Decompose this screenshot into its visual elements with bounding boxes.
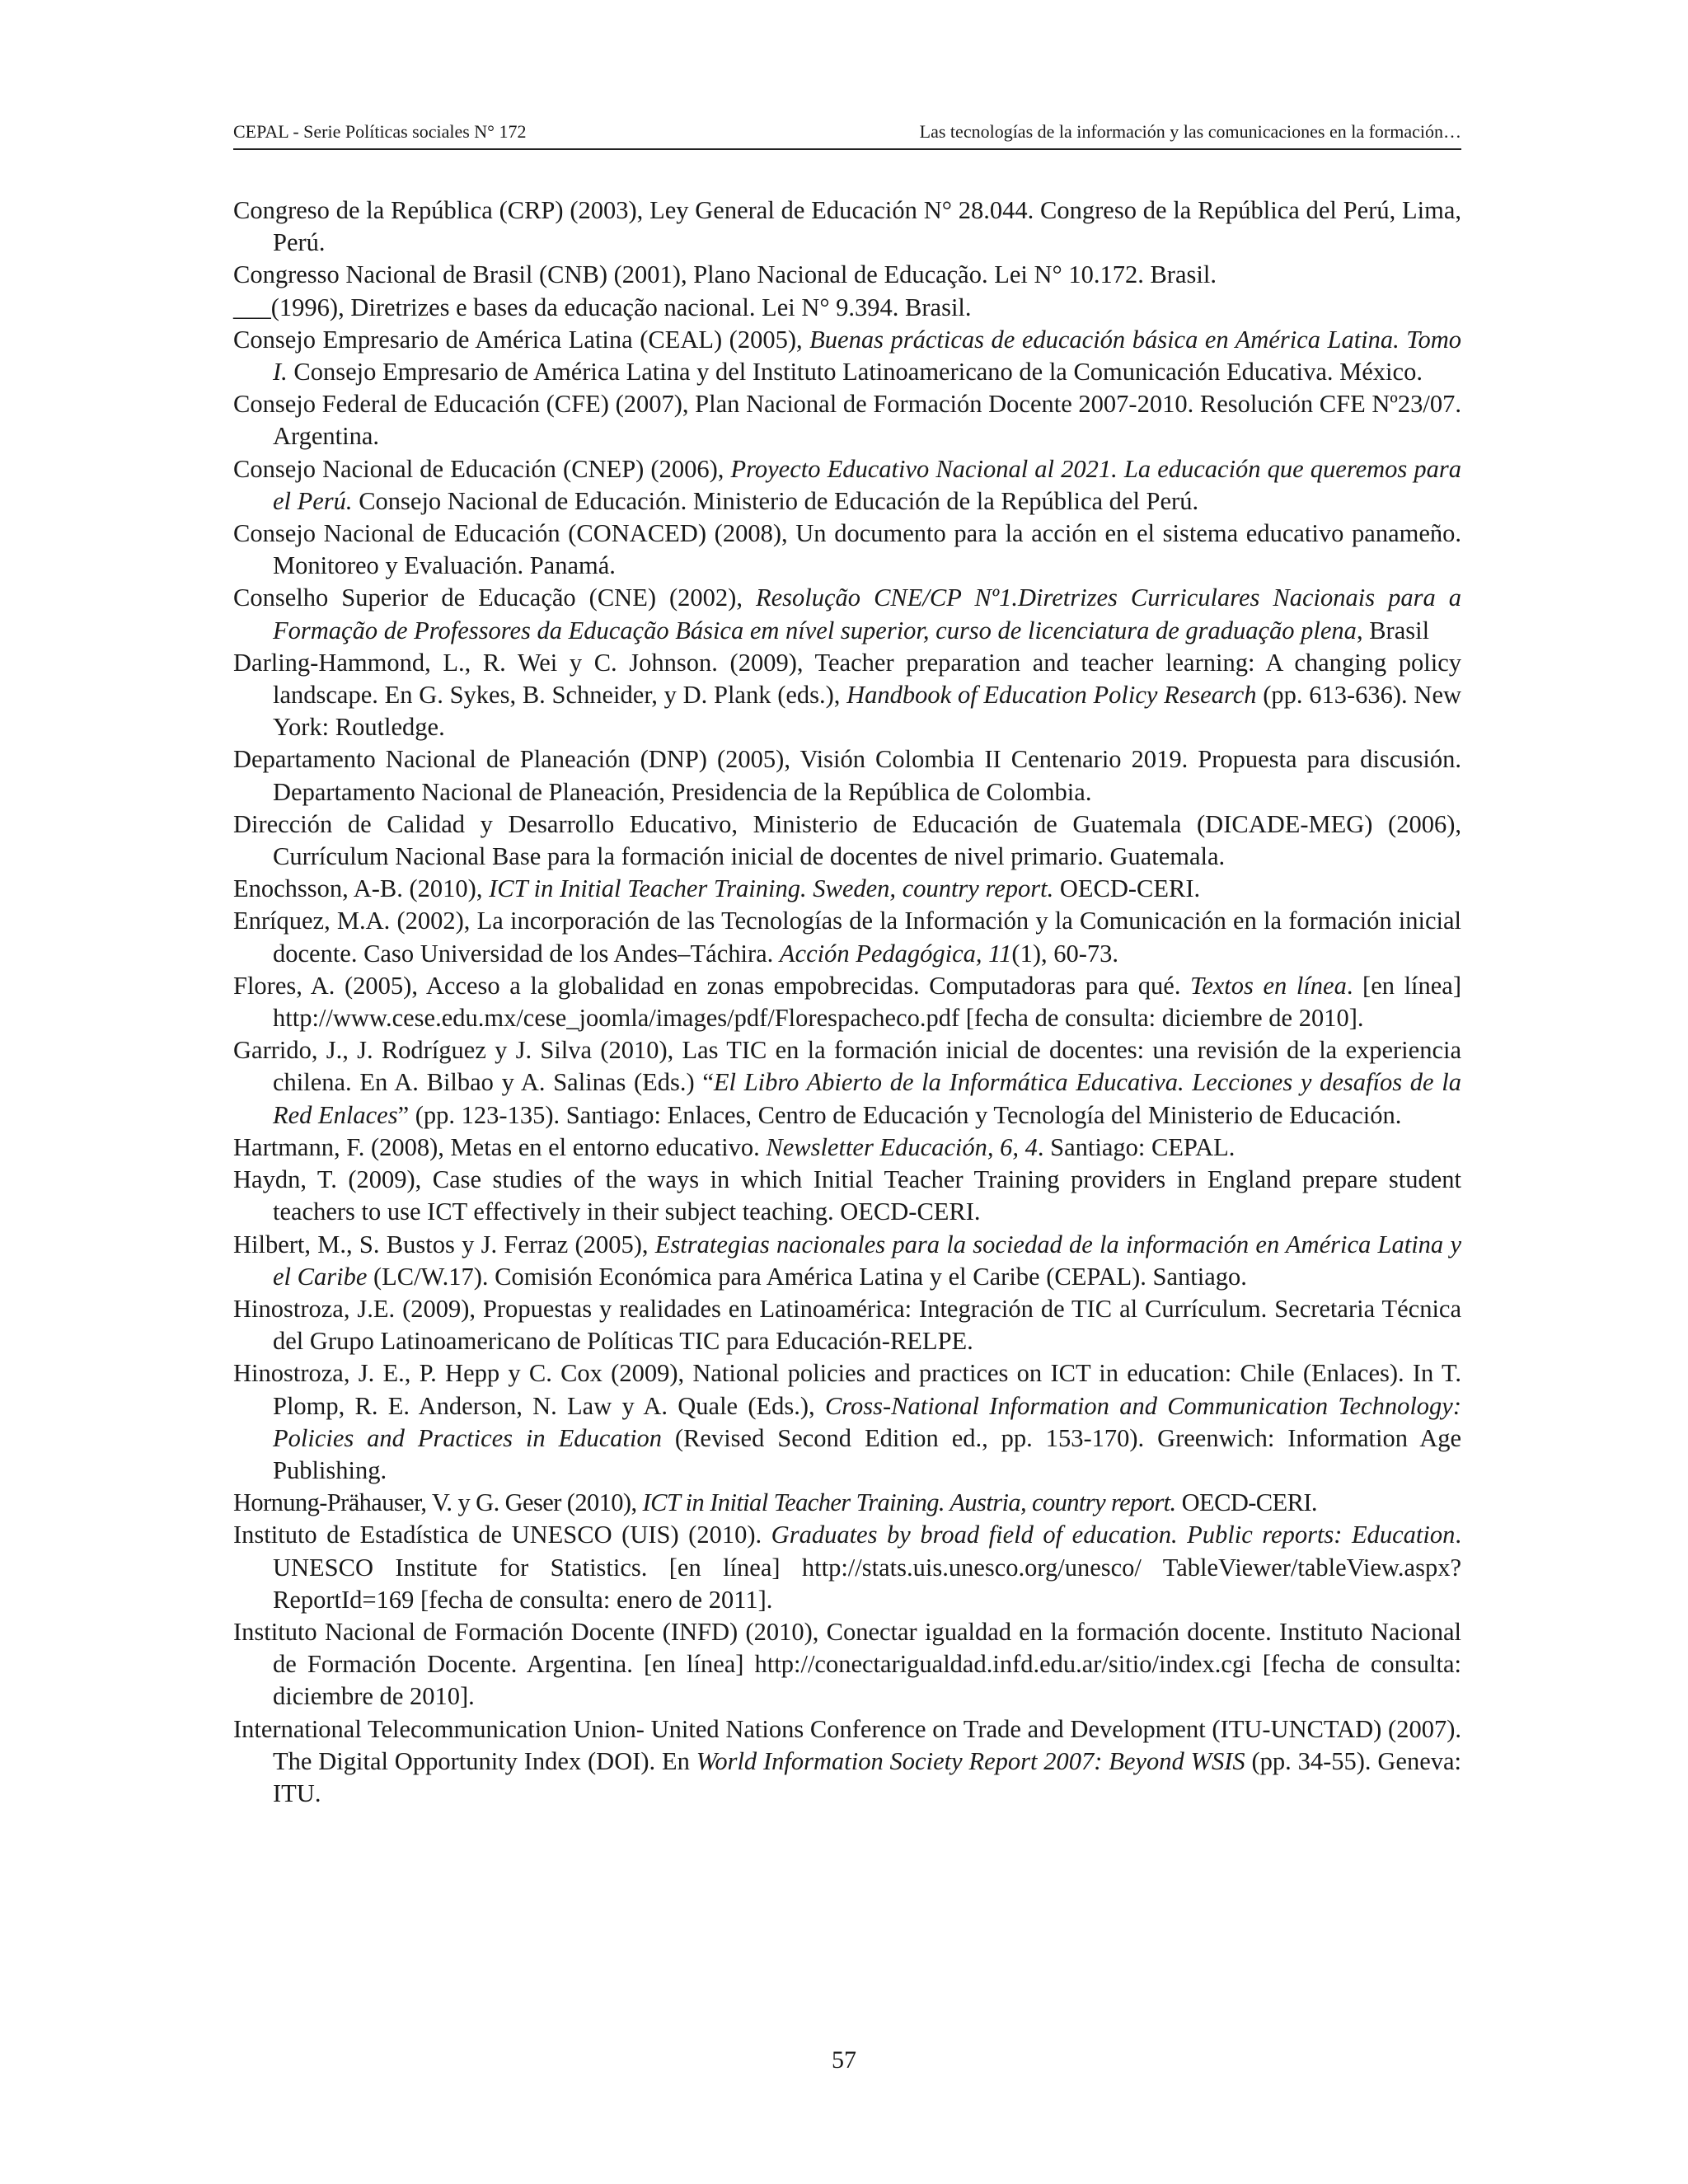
reference-text: ___(1996), Diretrizes e bases da educação nacional. Lei N° 9.394. Brasil.	[233, 293, 972, 321]
reference-entry	[233, 905, 1461, 969]
reference-text: (Revised Second Edition ed., pp. 153-170). Greenwich: Information Age Publishing.	[273, 1423, 1462, 1484]
reference-text: Consejo Nacional de Educación (CNEP) (2006),	[233, 454, 731, 483]
reference-text: (1), 60-73.	[1011, 939, 1119, 968]
reference-title-italic: ICT in Initial Teacher Training. Austria, country report.	[642, 1488, 1176, 1517]
reference-title-italic: ICT in Initial Teacher Training. Sweden, country report.	[489, 874, 1054, 903]
reference-title-italic: El Libro Abierto de la Informática Educativa. Lecciones y desafíos de la Red Enlaces	[273, 1068, 1461, 1129]
reference-text: Instituto de Estadística de UNESCO (UIS) (2010).	[233, 1521, 771, 1549]
reference-entry	[233, 1487, 1461, 1519]
reference-title-italic: Cross-National Information and Communication Technology: Policies and Practices in Education	[273, 1391, 1461, 1452]
reference-text: Garrido, J., J. Rodríguez y J. Silva (2010), Las TIC en la formación inicial de docentes: una revisión de la experiencia chilena. En A. Bilbao y A. Salinas (Eds.) “	[233, 1036, 1461, 1097]
reference-title-italic: Buenas prácticas de educación básica en América Latina. Tomo I.	[273, 325, 1461, 387]
reference-title-italic: Graduates by broad field of education. Public reports: Education	[771, 1521, 1456, 1549]
reference-entry	[233, 453, 1461, 518]
reference-text: . [en línea] http://www.cese.edu.mx/cese_joomla/images/pdf/Florespacheco.pdf [fecha de consulta: diciembre de 2010].	[273, 971, 1461, 1033]
reference-text: Enríquez, M.A. (2002), La incorporación de las Tecnologías de la Información y la Comunicación en la formación inicial docente. Caso Universidad de los Andes–Táchira.	[233, 907, 1461, 968]
reference-entry	[233, 1616, 1461, 1713]
reference-text: Hilbert, M., S. Bustos y J. Ferraz (2005),	[233, 1230, 655, 1258]
reference-entry	[233, 1293, 1461, 1357]
reference-text: Flores, A. (2005), Acceso a la globalidad en zonas empobrecidas. Computadoras para qué.	[233, 971, 1191, 1000]
reference-text: Consejo Federal de Educación (CFE) (2007), Plan Nacional de Formación Docente 2007-2010. Resolución CFE Nº23/07. Argentina.	[233, 390, 1461, 451]
reference-text: Instituto Nacional de Formación Docente (INFD) (2010), Conectar igualdad en la formación docente. Instituto Nacional de Formación Docente. Argentina. [en línea] http://conectarigualdad.infd.edu.ar/sitio/index.cgi [fecha de consulta: diciembre de 2010].	[233, 1617, 1461, 1711]
reference-text: Congresso Nacional de Brasil (CNB) (2001), Plano Nacional de Educação. Lei N° 10.172. Brasil.	[233, 260, 1217, 289]
reference-entry	[233, 292, 1461, 324]
reference-text: Dirección de Calidad y Desarrollo Educativo, Ministerio de Educación de Guatemala (DICADE-MEG) (2006), Currículum Nacional Base para la formación inicial de docentes de nivel primario. Guatemala.	[233, 809, 1461, 871]
reference-text: Darling-Hammond, L., R. Wei y C. Johnson. (2009), Teacher preparation and teacher learning: A changing policy landscape. En G. Sykes, B. Schneider, y D. Plank (eds.),	[233, 648, 1461, 710]
running-header	[233, 115, 1461, 150]
reference-entry	[233, 518, 1461, 582]
reference-entry	[233, 970, 1461, 1034]
reference-text: OECD-CERI.	[1053, 874, 1201, 903]
reference-title-italic: Proyecto Educativo Nacional al 2021. La educación que queremos para el Perú.	[273, 454, 1462, 515]
reference-text: Consejo Nacional de Educación (CONACED) (2008), Un documento para la acción en el sistema educativo panameño. Monitoreo y Evaluación. Panamá.	[233, 519, 1461, 580]
reference-entry	[233, 873, 1461, 905]
header-document-title: Las tecnologías de la información y las comunicaciones en la formación…	[919, 121, 1461, 142]
reference-title-italic: Handbook of Education Policy Research	[846, 681, 1257, 710]
reference-text: . Santiago: CEPAL.	[1037, 1132, 1236, 1161]
reference-text: Hornung-Prähauser, V. y G. Geser (2010),	[233, 1488, 643, 1517]
reference-text: (pp. 34-55). Geneva: ITU.	[273, 1746, 1461, 1807]
reference-entry	[233, 647, 1461, 744]
header-series-title: CEPAL - Serie Políticas sociales N° 172	[233, 121, 527, 142]
reference-entry	[233, 388, 1461, 452]
reference-text: Hinostroza, J. E., P. Hepp y C. Cox (2009), National policies and practices on ICT in education: Chile (Enlaces). In T. Plomp, R. E. Anderson, N. Law y A. Quale (Eds.),	[233, 1359, 1461, 1420]
reference-entry	[233, 1229, 1461, 1293]
reference-text: Departamento Nacional de Planeación (DNP) (2005), Visión Colombia II Centenario 2019. Propuesta para discusión. Departamento Nacional de Planeación, Presidencia de la República de Colombia.	[233, 745, 1461, 806]
reference-entry	[233, 1164, 1461, 1228]
reference-title-italic: Textos en línea	[1190, 971, 1347, 1000]
reference-text: Hinostroza, J.E. (2009), Propuestas y realidades en Latinoamérica: Integración de TIC al Currículum. Secretaria Técnica del Grupo Latinoamericano de Políticas TIC para Educación-RELPE.	[233, 1294, 1461, 1356]
reference-text: . UNESCO Institute for Statistics. [en línea] http://stats.uis.unesco.org/unesco/ TableViewer/tableView.aspx?ReportId=169 [fecha de consulta: enero de 2011].	[273, 1521, 1461, 1614]
reference-text: Haydn, T. (2009), Case studies of the ways in which Initial Teacher Training providers in England prepare student teachers to use ICT effectively in their subject teaching. OECD-CERI.	[233, 1165, 1461, 1226]
reference-text: , Brasil	[1356, 616, 1430, 644]
reference-entry	[233, 1713, 1461, 1811]
reference-text: Consejo Nacional de Educación. Ministerio de Educación de la República del Perú.	[352, 486, 1199, 515]
reference-entry	[233, 1034, 1461, 1132]
reference-text: OECD-CERI.	[1175, 1488, 1317, 1517]
reference-text: Conselho Superior de Educação (CNE) (2002),	[233, 583, 756, 612]
reference-title-italic: Newsletter Educación, 6, 4	[766, 1132, 1038, 1161]
reference-title-italic: Estrategias nacionales para la sociedad de la información en América Latina y el Caribe	[273, 1230, 1461, 1291]
reference-text: (LC/W.17). Comisión Económica para América Latina y el Caribe (CEPAL). Santiago.	[367, 1262, 1247, 1291]
reference-entry	[233, 1132, 1461, 1164]
reference-entry	[233, 259, 1461, 291]
reference-entry	[233, 582, 1461, 646]
reference-text: International Telecommunication Union- United Nations Conference on Trade and Development (ITU-UNCTAD) (2007). The Digital Opportunity Index (DOI). En	[233, 1714, 1461, 1775]
page-number: 57	[832, 2046, 856, 2074]
reference-text: Hartmann, F. (2008), Metas en el entorno educativo.	[233, 1132, 767, 1161]
reference-title-italic: Acción Pedagógica, 11	[779, 939, 1012, 968]
reference-text: Enochsson, A-B. (2010),	[233, 874, 490, 903]
reference-text: Consejo Empresario de América Latina y del Instituto Latinoamericano de la Comunicación Educativa. México.	[287, 358, 1423, 387]
reference-text: ” (pp. 123-135). Santiago: Enlaces, Centro de Educación y Tecnología del Ministerio de Educación.	[397, 1100, 1402, 1129]
reference-entry	[233, 1357, 1461, 1487]
reference-entry	[233, 808, 1461, 873]
reference-text: Consejo Empresario de América Latina (CEAL) (2005),	[233, 325, 810, 354]
reference-text: (pp. 613-636). New York: Routledge.	[273, 681, 1462, 742]
bibliography-list	[233, 194, 1461, 1810]
reference-entry	[233, 743, 1461, 808]
reference-title-italic: Resolução CNE/CP Nº1.Diretrizes Curriculares Nacionais para a Formação de Professores da Educação Básica em nível superior, curso de licenciatura de graduação plena	[273, 583, 1461, 644]
reference-entry	[233, 1519, 1461, 1616]
reference-text: Congreso de la República (CRP) (2003), Ley General de Educación N° 28.044. Congreso de la República del Perú, Lima, Perú.	[233, 196, 1461, 257]
reference-title-italic: World Information Society Report 2007: Beyond WSIS	[696, 1746, 1245, 1775]
reference-entry	[233, 324, 1461, 388]
reference-entry	[233, 194, 1461, 259]
